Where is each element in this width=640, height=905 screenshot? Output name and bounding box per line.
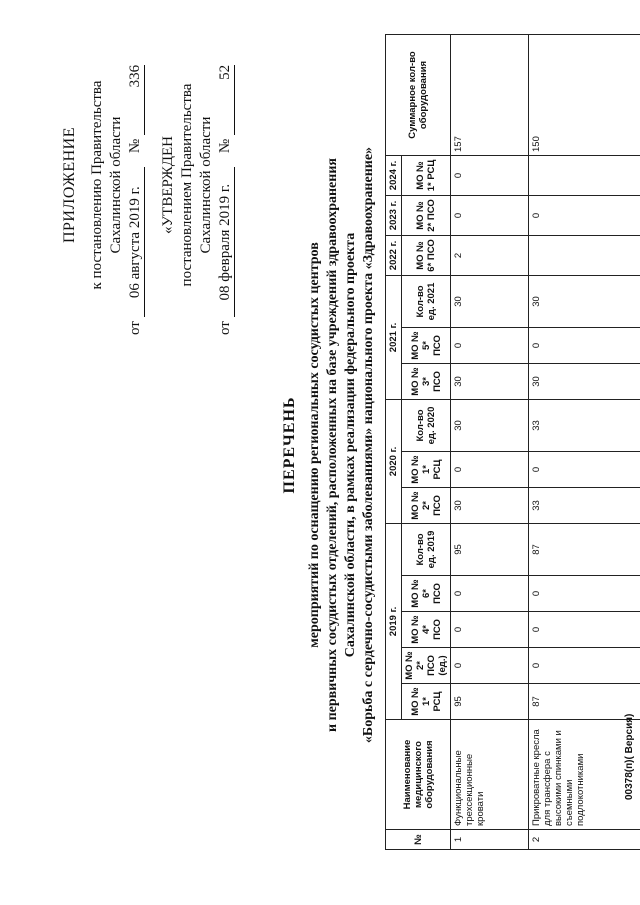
cell [529,155,640,195]
cell: 0 [451,648,529,684]
header-sub: МО № 2* ПСО [402,487,451,523]
cell: 95 [451,684,529,720]
cell: 30 [451,275,529,327]
header-sub: МО № 5* ПСО [402,327,451,363]
appendix-line1: к постановлению Правительства [89,80,105,290]
header-total: Суммарное кол-во оборудования [386,34,451,155]
cell: 30 [451,399,529,451]
approved-date-prefix: от [216,321,233,335]
cell: 30 [529,275,640,327]
header-year-2021: 2021 г. [386,275,402,399]
row-num: 2 [529,830,640,850]
header-sub: МО № 2* ПСО [402,195,451,235]
row-name: Прикроватные кресла для трансфера с высокими спинками и съемными подлокотниками [529,720,640,830]
document-heading [280,95,378,795]
heading-line: мероприятий по оснащению региональных сосудистых центров [307,242,323,648]
cell: 30 [451,487,529,523]
appendix-block [60,35,235,335]
header-name: Наименование медицинского оборудования [386,720,451,830]
equipment-table [385,34,640,850]
header-sub: Кол-во ед. 2019 [402,523,451,575]
row-total: 157 [451,34,529,155]
appendix-line2: Сахалинской области [107,116,124,254]
cell: 30 [451,363,529,399]
approved-date: 08 февраля 2019 г. [216,167,236,317]
header-year-2019: 2019 г. [386,523,402,719]
heading-line: Сахалинской области, в рамках реализации федерального проекта [343,232,359,658]
header-sub: МО № 3* ПСО [402,363,451,399]
cell: 87 [529,523,640,575]
approved-title: «УТВЕРЖДЕН [160,136,177,234]
cell: 33 [529,399,640,451]
header-sub: МО № 1* РСЦ [402,155,451,195]
row-name: Функциональные трехсекционные кровати [451,720,529,830]
heading-line: «Борьба с сердечно-сосудистыми заболеваниями» национального проекта «Здравоохранение» [361,146,377,744]
approved-date-row [216,35,236,335]
cell: 0 [529,576,640,612]
row-total: 150 [529,34,640,155]
header-sub: МО № 6* ПСО [402,235,451,275]
heading-title: ПЕРЕЧЕНЬ [281,396,298,494]
cell: 87 [529,684,640,720]
approved-line1: постановлением Правительства [179,83,195,287]
header-sub: МО № 2* ПСО (ед.) [402,648,451,684]
cell: 0 [451,155,529,195]
cell: 0 [529,612,640,648]
cell: 30 [529,363,640,399]
cell: 0 [529,451,640,487]
header-sub: МО № 4* ПСО [402,612,451,648]
appendix-date: 06 августа 2019 г. [126,167,146,317]
cell: 33 [529,487,640,523]
cell: 0 [451,195,529,235]
header-sub: МО № 1* РСЦ [402,684,451,720]
cell: 0 [451,576,529,612]
approved-num-sign: № [216,138,233,154]
appendix-title: ПРИЛОЖЕНИЕ [61,127,78,244]
appendix-num-sign: № [126,138,143,154]
table-header-row-years [386,34,402,849]
header-num: № [386,830,451,850]
cell: 0 [529,327,640,363]
header-sub: МО № 6* ПСО [402,576,451,612]
header-year-2024: 2024 г. [386,155,402,195]
approved-number: 52 [216,65,236,135]
cell: 0 [451,327,529,363]
header-sub: Кол-во ед. 2021 [402,275,451,327]
cell [529,235,640,275]
heading-line: и первичных сосудистых отделений, расположенных на базе учреждений здравоохранения [325,158,341,732]
cell: 2 [451,235,529,275]
header-year-2022: 2022 г. [386,235,402,275]
header-sub: МО № 1* РСЦ [402,451,451,487]
header-year-2023: 2023 г. [386,195,402,235]
appendix-date-row [126,35,146,335]
cell: 0 [529,195,640,235]
cell: 0 [529,648,640,684]
cell: 0 [451,451,529,487]
cell: 0 [451,612,529,648]
cell: 95 [451,523,529,575]
row-num: 1 [451,830,529,850]
header-year-2020: 2020 г. [386,399,402,523]
table-row [451,34,529,849]
document-footer: 00378(п)( Версия) [624,713,635,800]
approved-line2: Сахалинской области [197,116,214,254]
header-sub: Кол-во ед. 2020 [402,399,451,451]
appendix-number: 336 [126,65,146,135]
appendix-date-prefix: от [126,321,143,335]
